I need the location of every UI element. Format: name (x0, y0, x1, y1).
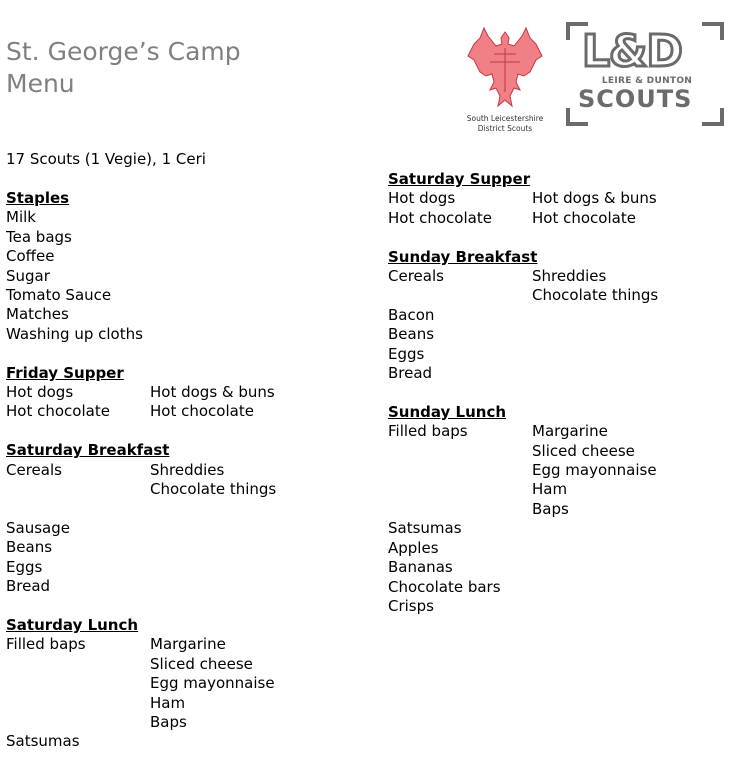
ld-subtitle: LEIRE & DUNTON (601, 76, 693, 86)
list-item: Sugar (6, 266, 50, 285)
menu-item: Eggs (388, 344, 425, 363)
menu-item (6, 499, 150, 518)
sunday-lunch-section (388, 403, 728, 616)
menu-item: Hot dogs (388, 189, 456, 208)
menu-item: Hot chocolate (388, 208, 492, 227)
saturday-supper-section (388, 170, 728, 228)
menu-row (388, 364, 728, 383)
menu-item: Hot dogs (6, 383, 74, 402)
staples-section (6, 189, 376, 344)
sunday-breakfast-rows (388, 267, 728, 383)
menu-item-detail: Egg mayonnaise (150, 674, 275, 693)
menu-item-detail: Egg mayonnaise (532, 461, 657, 480)
menu-item-detail: Shreddies (532, 267, 607, 286)
menu-item-detail: Baps (532, 499, 569, 518)
right-column (388, 170, 728, 636)
phoenix-icon (464, 26, 546, 112)
menu-item (6, 694, 150, 713)
saturday-breakfast-rows (6, 461, 376, 597)
menu-item: Filled baps (388, 422, 468, 441)
saturday-breakfast-section (6, 441, 376, 596)
friday-supper-rows (6, 383, 376, 422)
section-heading: Saturday Breakfast (6, 441, 170, 460)
list-item: Tomato Sauce (6, 286, 112, 305)
menu-row (388, 306, 728, 325)
section-heading: Friday Supper (6, 363, 124, 382)
menu-item-detail: Hot dogs & buns (150, 383, 275, 402)
menu-row (6, 674, 376, 693)
sunday-breakfast-section (388, 248, 728, 384)
left-column (6, 189, 376, 771)
menu-item (6, 713, 150, 732)
menu-row (6, 461, 376, 480)
menu-row (6, 383, 376, 402)
section-heading: Saturday Lunch (6, 615, 139, 634)
menu-item (6, 480, 150, 499)
leire-dunton-logo (566, 22, 724, 126)
list-item: Tea bags (6, 227, 72, 246)
section-heading: Sunday Lunch (388, 402, 507, 421)
menu-item: Beans (6, 538, 53, 557)
sunday-lunch-rows (388, 422, 728, 616)
menu-item: Satsumas (6, 732, 80, 751)
menu-row (388, 189, 728, 208)
menu-row (388, 325, 728, 344)
menu-row (388, 539, 728, 558)
menu-row (388, 286, 728, 305)
saturday-supper-rows (388, 189, 728, 228)
menu-item: Chocolate bars (388, 577, 501, 596)
menu-item-detail: Ham (150, 693, 186, 712)
menu-row (388, 209, 728, 228)
menu-item (6, 655, 150, 674)
menu-item-detail: Hot dogs & buns (532, 189, 657, 208)
saturday-lunch-rows (6, 635, 376, 751)
logos (458, 22, 728, 140)
menu-item: Bread (388, 364, 433, 383)
menu-row (6, 577, 376, 596)
menu-item-detail: Shreddies (150, 460, 225, 479)
menu-item-detail: Hot chocolate (150, 402, 254, 421)
menu-row (388, 519, 728, 538)
menu-row (6, 713, 376, 732)
menu-item: Bread (6, 577, 51, 596)
menu-row (388, 461, 728, 480)
menu-item-detail: Sliced cheese (150, 654, 253, 673)
menu-item: Bananas (388, 558, 453, 577)
menu-item: Eggs (6, 557, 43, 576)
menu-item: Cereals (6, 460, 62, 479)
attendance-line: 17 Scouts (1 Vegie), 1 Ceri (6, 150, 206, 168)
menu-row (388, 422, 728, 441)
saturday-lunch-section (6, 616, 376, 752)
menu-item: Apples (388, 538, 439, 557)
menu-row (388, 597, 728, 616)
menu-row (6, 519, 376, 538)
menu-item-detail: Margarine (150, 635, 226, 654)
friday-supper-section (6, 364, 376, 422)
list-item: Milk (6, 208, 36, 227)
menu-row (6, 635, 376, 654)
menu-row (6, 655, 376, 674)
menu-row (388, 442, 728, 461)
menu-row (6, 694, 376, 713)
menu-row (388, 558, 728, 577)
menu-row (388, 578, 728, 597)
menu-item: Cereals (388, 267, 444, 286)
menu-item-detail: Chocolate things (150, 480, 277, 499)
list-item: Washing up cloths (6, 324, 143, 343)
menu-row (388, 500, 728, 519)
menu-item (388, 500, 532, 519)
menu-item-detail: Sliced cheese (532, 441, 635, 460)
menu-item (388, 442, 532, 461)
menu-item-detail: Baps (150, 712, 187, 731)
list-item: Coffee (6, 247, 55, 266)
menu-row (6, 558, 376, 577)
menu-item: Crisps (388, 596, 434, 615)
title-line-1: St. George’s Camp (6, 37, 241, 66)
district-line-2: District Scouts (477, 124, 533, 133)
district-logo (458, 22, 552, 136)
menu-item (388, 480, 532, 499)
district-line-1: South Leicestershire (466, 114, 544, 123)
menu-row (6, 732, 376, 751)
menu-item-detail: Margarine (532, 422, 608, 441)
menu-item-detail: Ham (532, 480, 568, 499)
list-item: Matches (6, 305, 69, 324)
district-caption (458, 114, 552, 134)
menu-item: Bacon (388, 305, 435, 324)
menu-row (6, 538, 376, 557)
title-line-2: Menu (6, 69, 75, 98)
menu-row (388, 267, 728, 286)
menu-row (6, 402, 376, 421)
menu-row (6, 480, 376, 499)
menu-row (388, 480, 728, 499)
menu-row (6, 499, 376, 518)
document-title (6, 36, 241, 100)
menu-item: Satsumas (388, 519, 462, 538)
section-heading: Saturday Supper (388, 170, 531, 188)
menu-item: Filled baps (6, 635, 86, 654)
ld-mark: L&D (582, 26, 682, 77)
menu-item: Beans (388, 325, 435, 344)
section-heading: Sunday Breakfast (388, 247, 538, 266)
menu-item-detail: Chocolate things (532, 286, 659, 305)
staples-list (6, 208, 376, 344)
section-heading: Staples (6, 189, 70, 207)
menu-item-detail: Hot chocolate (532, 208, 636, 227)
menu-item (388, 286, 532, 305)
menu-item: Sausage (6, 518, 70, 537)
menu-item: Hot chocolate (6, 402, 110, 421)
menu-item (6, 674, 150, 693)
ld-scouts: SCOUTS (578, 85, 693, 113)
menu-item (388, 461, 532, 480)
menu-row (388, 345, 728, 364)
